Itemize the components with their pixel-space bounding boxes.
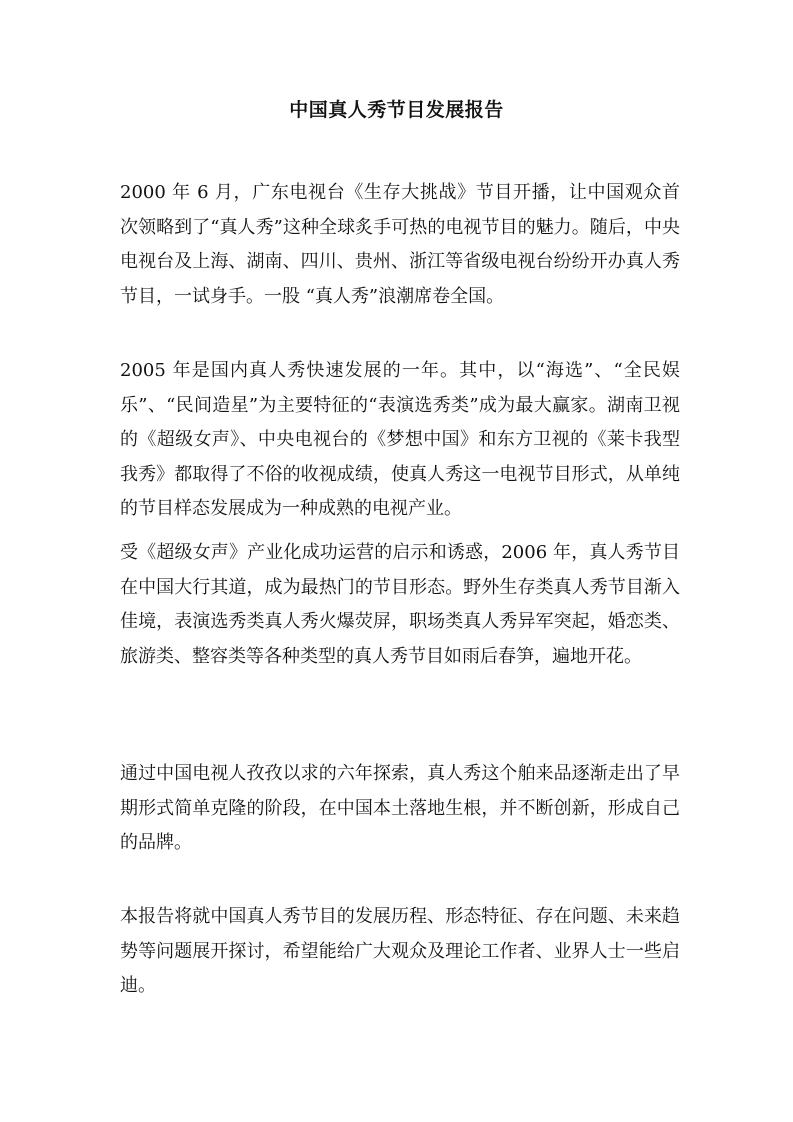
paragraph-4: 通过中国电视人孜孜以求的六年探索，真人秀这个舶来品逐渐走出了早期形式简单克隆的阶段，在中国本土落地生根，并不断创新，形成自己的品牌。 [120,763,680,853]
paragraph-1: 2000 年 6 月，广东电视台《生存大挑战》节目开播，让中国观众首次领略到了“真人秀”这种全球炙手可热的电视节目的魅力。随后，中央电视台及上海、湖南、四川、贵州、浙江等省级电视台纷纷开办真人秀节目，一试身手。一股 “真人秀”浪潮席卷全国。 [120,182,680,307]
paragraph-2: 2005 年是国内真人秀快速发展的一年。其中，以“海选”、“全民娱乐”、“民间造星”为主要特征的“表演选秀类”成为最大赢家。湖南卫视的《超级女声》、中央电视台的《梦想中国》和东方卫视的《莱卡我型我秀》都取得了不俗的收视成绩，使真人秀这一电视节目形式，从单纯的节目样态发展成为一种成熟的电视产业。 [120,360,680,519]
paragraph-5: 本报告将就中国真人秀节目的发展历程、形态特征、存在问题、未来趋势等问题展开探讨，希望能给广大观众及理论工作者、业界人士一些启迪。 [120,906,680,996]
document-title: 中国真人秀节目发展报告 [289,99,504,121]
paragraph-3: 受《超级女声》产业化成功运营的启示和诱惑，2006 年，真人秀节目在中国大行其道，成为最热门的节目形态。野外生存类真人秀节目渐入佳境，表演选秀类真人秀火爆荧屏，职场类真人秀异军突起，婚恋类、旅游类、整容类等各种类型的真人秀节目如雨后春笋，遍地开花。 [120,542,680,667]
